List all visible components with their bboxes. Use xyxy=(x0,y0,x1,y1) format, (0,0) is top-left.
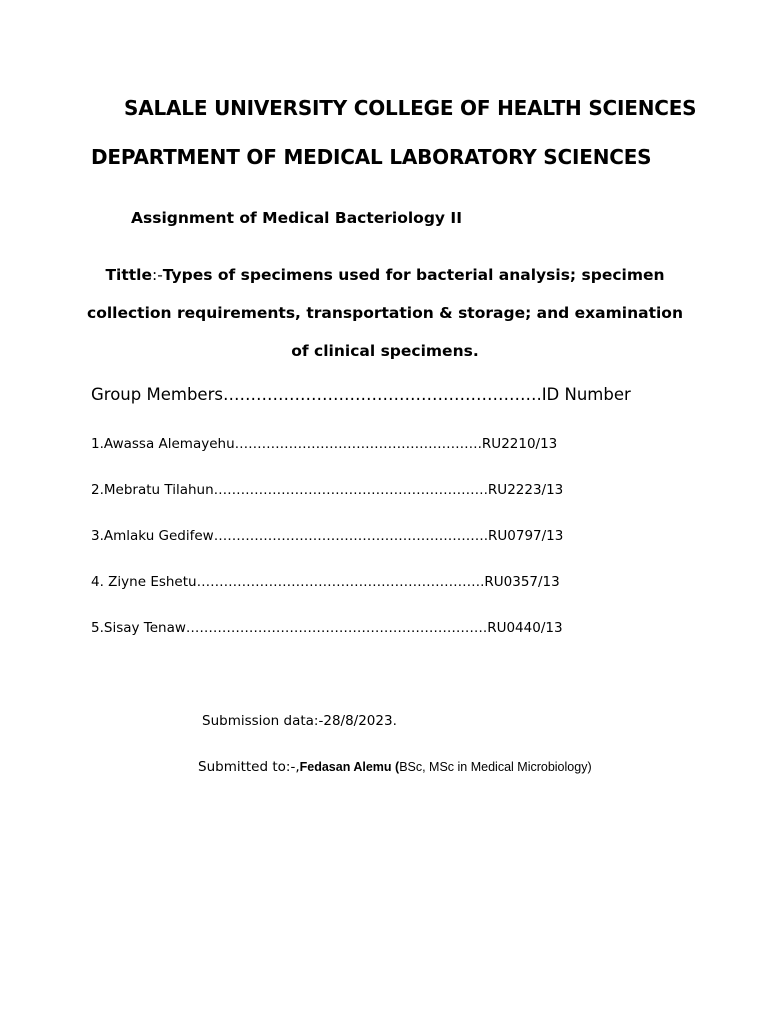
submitted-to xyxy=(198,759,592,775)
submitted-to-credentials: BSc, MSc in Medical Microbiology) xyxy=(399,760,592,774)
submitted-to-name: Fedasan Alemu ( xyxy=(299,760,400,774)
title-separator: :- xyxy=(151,266,163,284)
group-members-heading: Group Members………………………………………………….ID Number xyxy=(91,385,631,404)
member-row: 4. Ziyne Eshetu……………………………………………………….RU0357/13 xyxy=(91,574,560,590)
university-heading: SALALE UNIVERSITY COLLEGE OF HEALTH SCIENCES xyxy=(124,96,697,120)
title-line-1 xyxy=(80,256,690,294)
department-heading: DEPARTMENT OF MEDICAL LABORATORY SCIENCES xyxy=(91,145,652,169)
assignment-subject: Assignment of Medical Bacteriology II xyxy=(131,209,462,227)
member-row: 5.Sisay Tenaw………………………………………………………….RU0440/13 xyxy=(91,620,563,636)
submitted-to-prefix: Submitted to:-, xyxy=(198,759,300,775)
title-line-2: collection requirements, transportation & storage; and examination xyxy=(87,304,683,322)
title-line-3: of clinical specimens. xyxy=(291,342,479,360)
member-row: 3.Amlaku Gedifew…………………………………………………….RU0797/13 xyxy=(91,528,564,544)
title-text-1: Types of specimens used for bacterial analysis; specimen xyxy=(162,266,665,284)
title-prefix: Tittle xyxy=(105,266,152,284)
submission-date: Submission data:-28/8/2023. xyxy=(202,713,397,729)
member-row: 1.Awassa Alemayehu……………………………………………….RU2210/13 xyxy=(91,436,558,452)
member-row: 2.Mebratu Tilahun…………………………………………………….RU2223/13 xyxy=(91,482,564,498)
assignment-title xyxy=(80,256,690,370)
